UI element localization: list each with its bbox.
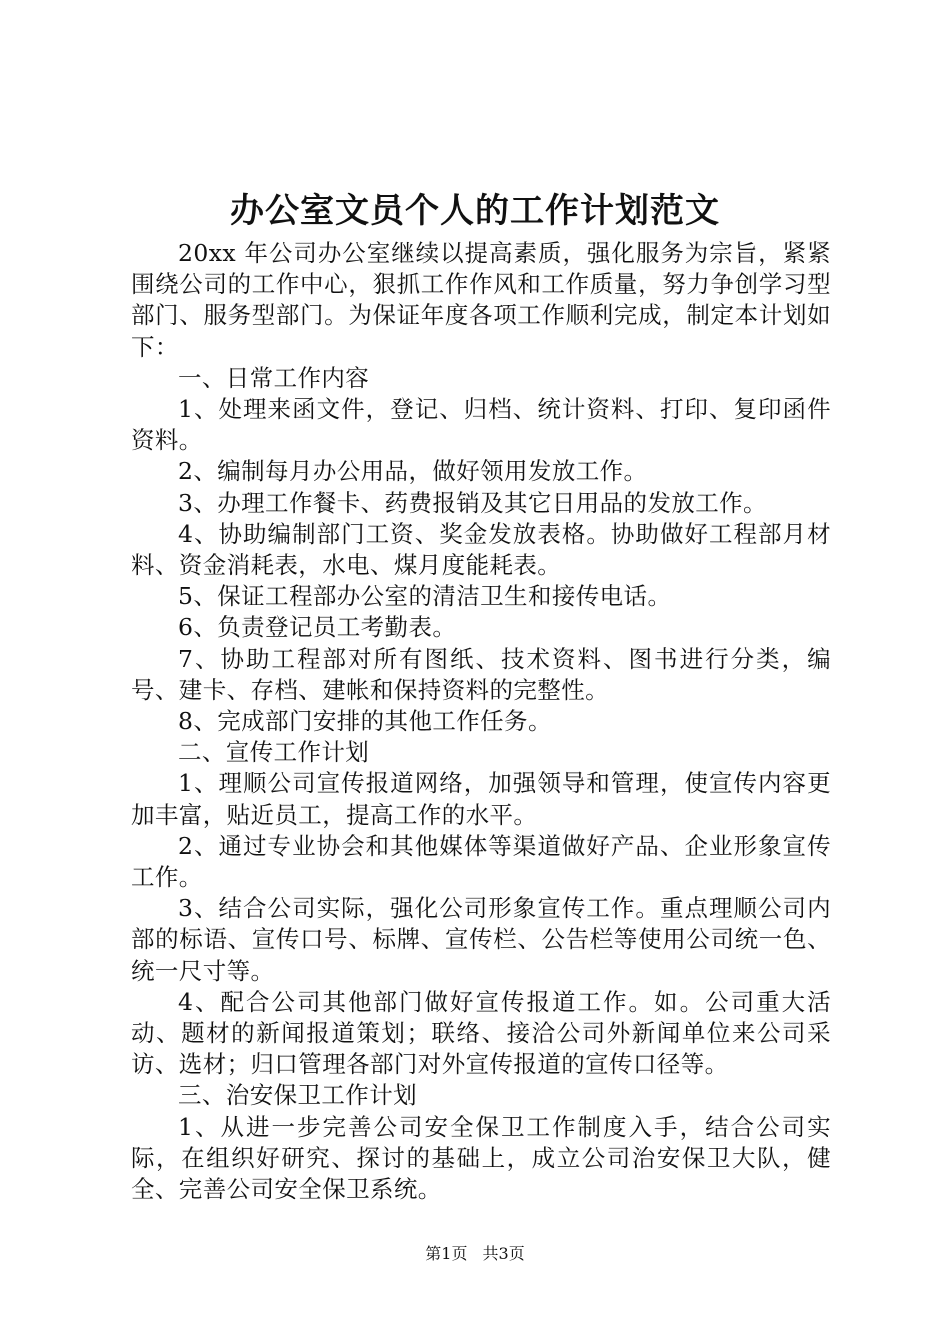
- list-item: 3、结合公司实际，强化公司形象宣传工作。重点理顺公司内部的标语、宣传口号、标牌、宣传栏、公告栏等使用公司统一色、统一尺寸等。: [131, 894, 831, 985]
- section-heading: 一、日常工作内容: [178, 363, 370, 392]
- document-title: 办公室文员个人的工作计划范文: [230, 191, 720, 231]
- list-item: 1、从进一步完善公司安全保卫工作制度入手，结合公司实际，在组织好研究、探讨的基础上，成立公司治安保卫大队，健全、完善公司安全保卫系统。: [131, 1112, 831, 1204]
- list-item: 2、编制每月办公用品，做好领用发放工作。: [178, 457, 648, 486]
- page-number: 第1页: [425, 1244, 468, 1263]
- intro-paragraph: 20xx 年公司办公室继续以提高素质，强化服务为宗旨，紧紧围绕公司的工作中心，狠抓工作作风和工作质量，努力争创学习型部门、服务型部门。为保证年度各项工作顺利完成，制定本计划如下：: [131, 239, 831, 361]
- page-footer: [0, 1242, 950, 1266]
- section-heading: 三、治安保卫工作计划: [178, 1081, 417, 1110]
- list-item: 2、通过专业协会和其他媒体等渠道做好产品、企业形象宣传工作。: [131, 831, 831, 892]
- list-item: 1、理顺公司宣传报道网络，加强领导和管理，使宣传内容更加丰富，贴近员工，提高工作的水平。: [131, 769, 831, 829]
- list-item: 1、处理来函文件，登记、归档、统计资料、打印、复印函件资料。: [131, 395, 831, 455]
- list-item: 6、负责登记员工考勤表。: [178, 613, 457, 642]
- list-item: 7、协助工程部对所有图纸、技术资料、图书进行分类，编号、建卡、存档、建帐和保持资料的完整性。: [131, 644, 831, 704]
- page-total: 共3页: [482, 1244, 525, 1263]
- list-item: 4、协助编制部门工资、奖金发放表格。协助做好工程部月材料、资金消耗表，水电、煤月度能耗表。: [131, 519, 831, 580]
- list-item: 4、配合公司其他部门做好宣传报道工作。如。公司重大活动、题材的新闻报道策划；联络、接洽公司外新闻单位来公司采访、选材；归口管理各部门对外宣传报道的宣传口径等。: [131, 987, 831, 1079]
- list-item: 8、完成部门安排的其他工作任务。: [178, 707, 552, 736]
- list-item: 5、保证工程部办公室的清洁卫生和接传电话。: [178, 582, 672, 611]
- document-body: [131, 238, 831, 1205]
- section-heading: 二、宣传工作计划: [178, 738, 370, 767]
- list-item: 3、办理工作餐卡、药费报销及其它日用品的发放工作。: [178, 488, 767, 517]
